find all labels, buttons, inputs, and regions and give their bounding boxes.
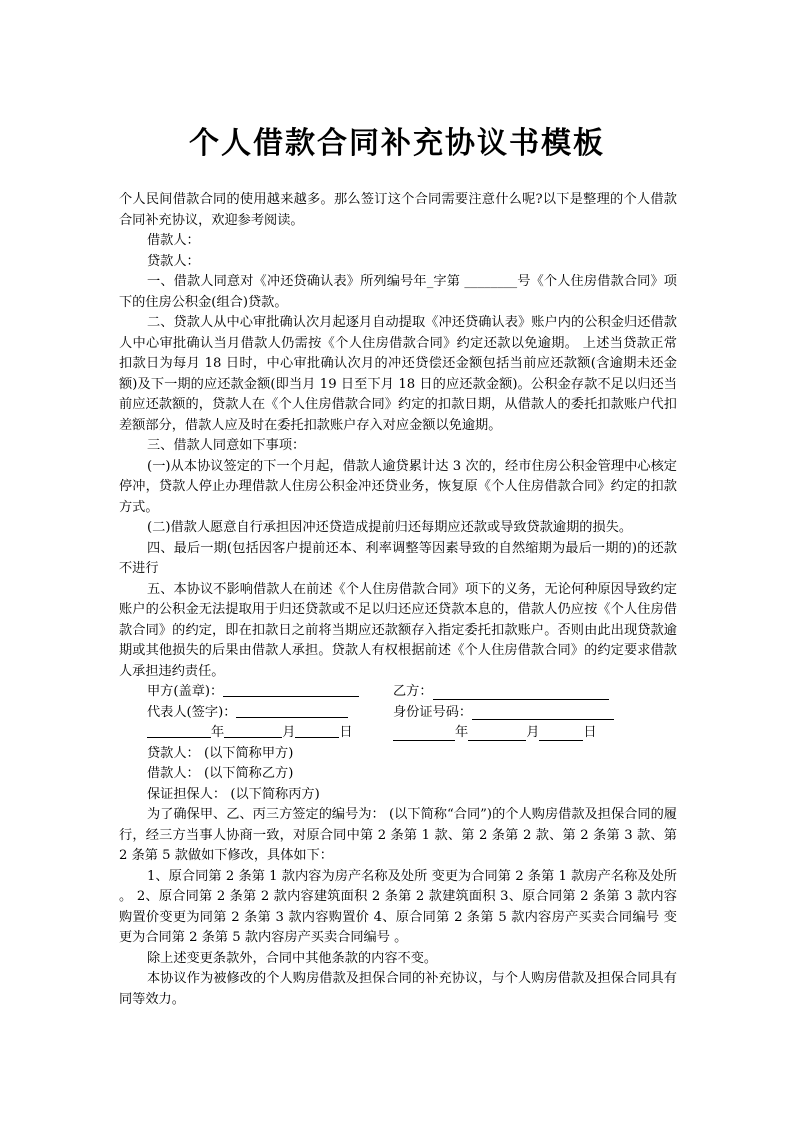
party-a-line xyxy=(223,682,359,697)
clause-2: 二、贷款人从中心审批确认次月起逐月自动提取《冲还贷确认表》账户内的公积金归还借款人中心审批确认当月借款人仍需按《个人住房借款合同》约定还款以免逾期。 上述当贷款正常扣款日为每月 18 日时，中心审批确认次月的冲还贷偿还金额包括当前应还款额(含逾期未还金额)及下一期的应还款金额(即当月 19 日至下月 18 日的应还款金额)。公积金存款不足以归还当前应还款额的，贷款人在《个人住房借款合同》约定的扣款日期，从借款人的委托扣款账户代扣差额部分，借款人应及时在委托扣款账户存入对应金额以免逾期。 xyxy=(119,315,677,433)
borrower-label: 借款人： xyxy=(147,233,200,248)
changes-paragraph: 1、原合同第 2 条第 1 款内容为房产名称及处所 变更为合同第 2 条第 1 款房产名称及处所 。 2、原合同第 2 条第 2 款内容建筑面积 2 条第 2 款建筑面积 3、原合同第 2 条第 3 款内容购置价变更为同第 2 条第 3 款内容购置价 4、原合同第 2 条第 5 款内容房产买卖合同编号 变更为合同第 2 条第 5 款内容房产买卖合同编号 。 xyxy=(119,868,677,945)
other-terms-paragraph: 除上述变更条款外，合同中其他条款的内容不变。 xyxy=(147,950,438,966)
representative-label: 代表人(签字)： xyxy=(147,704,237,720)
clause-4: 四、最后一期(包括因客户提前还本、利率调整等因素导致的自然缩期为最后一期的)的还款不进行 xyxy=(119,540,677,576)
date-a-month-line xyxy=(224,723,282,738)
date-a-day-label: 日 xyxy=(339,725,353,740)
party-b-label: 乙方： xyxy=(393,684,433,699)
document-body xyxy=(119,190,677,1010)
date-a-day-line xyxy=(295,723,339,738)
party-guarantor: 保证担保人： (以下简称丙方) xyxy=(147,786,320,802)
signature-row-parties xyxy=(119,682,677,703)
party-a-label: 甲方(盖章)： xyxy=(147,684,224,699)
intro-paragraph: 个人民间借款合同的使用越来越多。那么签订这个合同需要注意什么呢?以下是整理的个人借款合同补充协议，欢迎参考阅读。 xyxy=(119,192,677,228)
document-title: 个人借款合同补充协议书模板 xyxy=(189,126,605,161)
clause-3-1: (一)从本协议签定的下一个月起，借款人逾贷累计达 3 次的，经市住房公积金管理中心核定停冲，贷款人停止办理借款人住房公积金冲还贷业务，恢复原《个人住房借款合同》约定的扣款方式。 xyxy=(119,458,677,515)
date-a-year-line xyxy=(147,723,211,738)
signature-row-date xyxy=(119,723,677,744)
party-borrower: 借款人： (以下简称乙方) xyxy=(147,766,294,781)
date-b-year-line xyxy=(393,726,455,741)
clause-1: 一、借款人同意对《冲还贷确认表》所列编号年_字第 ________号《个人住房借款合同》项下的住房公积金(组合)贷款。 xyxy=(119,274,677,310)
date-b-month-line xyxy=(468,726,526,741)
date-a-year-label: 年 xyxy=(211,725,225,740)
party-lender: 贷款人： (以下简称甲方) xyxy=(147,745,294,761)
confirm-paragraph: 为了确保甲、乙、丙三方签定的编号为： (以下简称“合同”)的个人购房借款及担保合同的履行，经三方当事人协商一致，对原合同中第 2 条第 1 款、第 2 条第 2 款、第 2 条第 3 款、第 2 条第 5 款做如下修改，具体如下： xyxy=(119,807,677,863)
clause-3: 三、借款人同意如下事项： xyxy=(147,438,306,453)
date-b-year-label: 年 xyxy=(455,725,469,740)
party-b-line xyxy=(433,685,609,700)
date-b-day-line xyxy=(539,726,583,741)
lender-label: 贷款人： xyxy=(147,253,200,269)
signature-row-rep xyxy=(119,703,677,724)
date-b-month-label: 月 xyxy=(526,725,540,740)
clause-5: 五、本协议不影响借款人在前述《个人住房借款合同》项下的义务，无论何种原因导致约定账户的公积金无法提取用于归还贷款或不足以归还应还贷款本息的，借款人仍应按《个人住房借款合同》的约定，即在扣款日之前将当期应还款额存入指定委托扣款账户。否则由此出现贷款逾期或其他损失的后果由借款人承担。贷款人有权根据前述《个人住房借款合同》的约定要求借款人承担违约责任。 xyxy=(119,581,677,679)
clause-3-2: (二)借款人愿意自行承担因冲还贷造成提前归还每期应还款或导致贷款逾期的损失。 xyxy=(147,520,633,535)
date-a-month-label: 月 xyxy=(282,725,296,740)
id-number-label: 身份证号码： xyxy=(393,704,473,720)
date-b-day-label: 日 xyxy=(583,725,597,740)
representative-line xyxy=(236,703,348,718)
final-paragraph: 本协议作为被修改的个人购房借款及担保合同的补充协议，与个人购房借款及担保合同具有同等效力。 xyxy=(119,971,677,1007)
id-number-line xyxy=(472,705,614,720)
